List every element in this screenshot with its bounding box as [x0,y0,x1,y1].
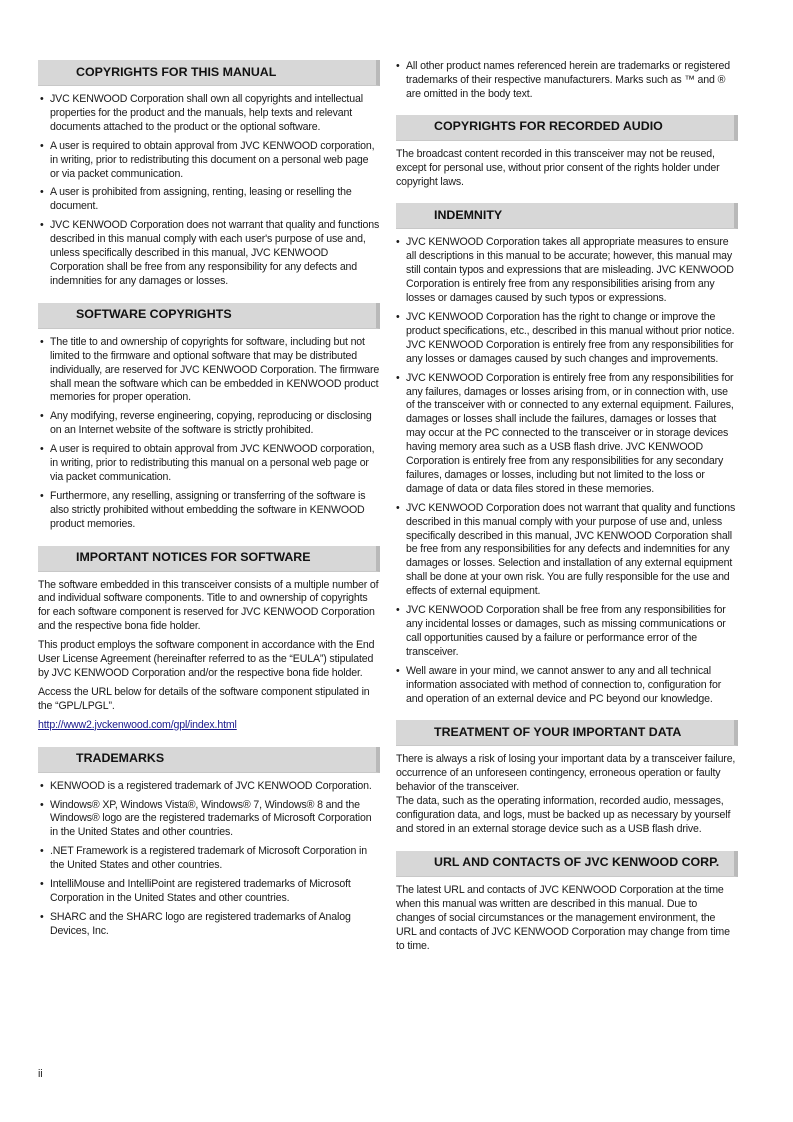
right-column [396,60,738,967]
list-item: • .NET Framework is a registered trademark of Microsoft Corporation in the United States and other countries. [38,845,380,873]
list-item: • SHARC and the SHARC logo are registered trademarks of Analog Devices, Inc. [38,911,380,939]
list-item: • A user is required to obtain approval from JVC KENWOOD corporation, in writing, prior to redistributing this manual on a personal web page or via packet communication. [38,443,380,485]
paragraph: The broadcast content recorded in this transceiver may not be reused, except for personal use, without prior consent of the rights holder under copyright laws. [396,147,720,188]
gpl-link-paragraph [38,719,380,733]
trademarks-continued-list [396,60,738,102]
bullet-list [38,336,380,532]
list-item: • Furthermore, any reselling, assigning or transferring of the software is also strictly prohibited without embedding the software in KENWOOD product memories. [38,490,380,532]
section-heading: TRADEMARKS [38,747,380,773]
list-item: • Well aware in your mind, we cannot answer to any and all technical information associated with method of connection to, configuration for and operation of an external device and PC beyond our knowledge. [396,665,738,707]
list-item: • JVC KENWOOD Corporation does not warrant that quality and functions described in this manual comply with each user's purpose of use and, unless specifically described in this manual, JVC KENWOOD Corporation shall be free from any responsibility for any defects and indemnities for any damages or losses. [38,219,380,289]
paragraph: This product employs the software component in accordance with the End User License Agreement (hereinafter referred to as the “EULA”) stipulated by JVC KENWOOD Corporation and/or the respective bona fide holder. [38,639,375,679]
list-item: • JVC KENWOOD Corporation shall be free from any responsibilities for any incidental losses or damages, such as missing communications or call opportunities caused by a failure or performance error of the transceiver. [396,604,738,660]
bullet-list [396,236,738,706]
list-item: • Any modifying, reverse engineering, copying, reproducing or disclosing on an Internet website of the software is strictly prohibited. [38,410,380,438]
paragraph: There is always a risk of losing your important data by a transceiver failure, occurrence of an unforeseen contingency, erroneous operation or faulty behavior of the transceiver. [396,753,736,794]
list-item: • JVC KENWOOD Corporation has the right to change or improve the product specifications, etc., described in this manual without prior notice. JVC KENWOOD Corporation is entirely free from any responsibilities for any losses or damages caused by such changes and improvements. [396,311,738,367]
section-copyrights-manual [38,60,380,289]
gpl-link[interactable]: http://www2.jvckenwood.com/gpl/index.html [38,718,237,731]
section-software-copyrights [38,303,380,532]
list-item: • IntelliMouse and IntelliPoint are registered trademarks of Microsoft Corporation in the United States and other countries. [38,878,380,906]
section-heading: SOFTWARE COPYRIGHTS [38,303,380,329]
list-item: • KENWOOD is a registered trademark of JVC KENWOOD Corporation. [38,780,380,794]
paragraph: The latest URL and contacts of JVC KENWOOD Corporation at the time when this manual was written are described in this manual. Due to changes of social circumstances or the management environment, the URL and contacts of JVC KENWOOD Corporation may change from time to time. [396,883,730,952]
paragraph: Access the URL below for details of the software component stipulated in the “GPL/LPGL”. [38,685,370,712]
list-item: • JVC KENWOOD Corporation takes all appropriate measures to ensure all descriptions in this manual to be accurate; however, this manual may still contain typos and expressions that are misleading. JVC KENWOOD Corporation is entirely free from any responsibilities arising from any losses or damages caused by such typos or expressions. [396,236,738,306]
section-heading: INDEMNITY [396,203,738,229]
section-indemnity [396,203,738,706]
section-important-notices [38,546,380,733]
list-item: • A user is required to obtain approval from JVC KENWOOD corporation, in writing, prior to redistributing this document on a personal web page or via packet communication. [38,140,380,182]
section-important-data [396,720,738,836]
paragraph: The software embedded in this transceiver consists of a multiple number of and individual software components. Title to and ownership of copyrights for each software component is reserved for JVC KENWOOD Corporation and the respective bona fide holder. [38,578,379,633]
bullet-list [38,93,380,289]
list-item: • All other product names referenced herein are trademarks or registered trademarks of their respective manufacturers. Marks such as ™ and ® are omitted in the body text. [396,60,738,102]
bullet-list [38,780,380,939]
paragraph: The data, such as the operating information, recorded audio, messages, configuration data, and logs, must be backed up as necessary by yourself and stored in an external storage device such as a USB flash drive. [396,795,731,835]
list-item: • JVC KENWOOD Corporation does not warrant that quality and functions described in this manual comply with your purpose of use and, unless specifically described in this manual, JVC KENWOOD Corporation shall be free from any responsibilities for any defects and indemnities for any damages or losses. Selection and installation of any external equipment shall be done at your own risk. You are fully responsible for the use and effects of external equipment. [396,502,738,599]
section-trademarks [38,747,380,939]
list-item: • The title to and ownership of copyrights for software, including but not limited to the firmware and optional software that may be distributed individually, are reserved for JVC KENWOOD Corporation. The firmware shall mean the software which can be embedded in KENWOOD product memories for proper operation. [38,336,380,406]
section-recorded-audio [396,115,738,190]
section-heading: IMPORTANT NOTICES FOR SOFTWARE [38,546,380,572]
section-heading: COPYRIGHTS FOR THIS MANUAL [38,60,380,86]
section-url-contacts [396,851,738,954]
list-item: • A user is prohibited from assigning, renting, leasing or reselling the document. [38,186,380,214]
section-heading: COPYRIGHTS FOR RECORDED AUDIO [396,115,738,141]
list-item: • JVC KENWOOD Corporation is entirely free from any responsibilities for any failures, damages or losses arising from, or in connection with, use of the transceiver with or connected to any external equipment. Failures, damages or losses shall include the failures, damages or losses that may occur at the PC connected to the transceiver or in storage devices having memory area such as a USB flash drive. JVC KENWOOD Corporation is entirely free from any responsibilities for any secondary failures, damages or losses, including but not limited to the loss or damage of data or data files stored in these memories. [396,372,738,497]
list-item: • JVC KENWOOD Corporation shall own all copyrights and intellectual properties for the product and the manuals, help texts and relevant documents attached to the product or the optional software. [38,93,380,135]
left-column [38,60,380,953]
page-number: ii [38,1068,43,1080]
list-item: • Windows® XP, Windows Vista®, Windows® 7, Windows® 8 and the Windows® logo are the registered trademarks of Microsoft Corporation in the United States and other countries. [38,799,380,841]
section-heading: URL AND CONTACTS OF JVC KENWOOD CORP. [396,851,738,877]
section-heading: TREATMENT OF YOUR IMPORTANT DATA [396,720,738,746]
